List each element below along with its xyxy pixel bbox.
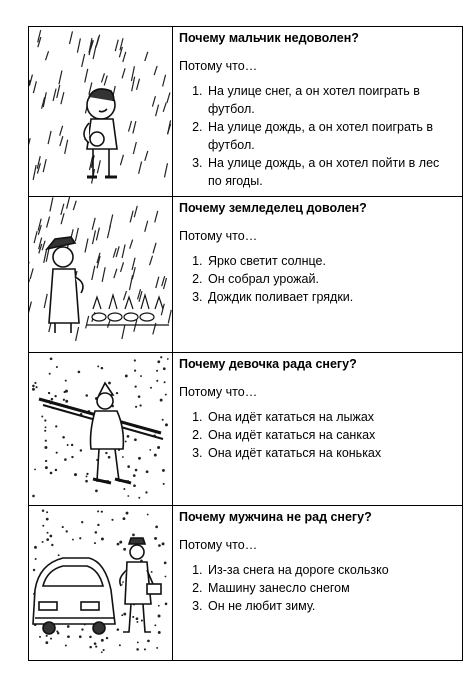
rain-streak xyxy=(168,310,171,324)
farmer-in-rain-illustration xyxy=(29,197,172,350)
rain-streak xyxy=(116,246,119,257)
snowflake xyxy=(51,544,53,546)
snowflake xyxy=(45,426,47,428)
rain-streak xyxy=(61,204,64,215)
girl-with-skis-illustration xyxy=(29,353,172,503)
rain-streak xyxy=(57,85,60,98)
snowflake xyxy=(95,531,98,534)
snowflake xyxy=(135,386,137,388)
rain-streak xyxy=(69,31,72,44)
rain-streak xyxy=(76,327,79,341)
snowflake xyxy=(132,534,135,537)
rain-streak xyxy=(134,206,137,217)
snowflake xyxy=(157,446,160,449)
answer-list xyxy=(179,252,456,306)
card-2-picture-cell xyxy=(29,197,173,353)
rain-streak xyxy=(145,52,148,61)
rain-streak xyxy=(163,103,166,112)
answer-option[interactable]: 1. Она идёт кататься на лыжах xyxy=(206,408,456,426)
snowflake xyxy=(67,625,70,628)
rain-streak xyxy=(29,80,30,93)
snowflake xyxy=(144,648,146,650)
snowflake xyxy=(123,613,126,616)
snowflake xyxy=(34,546,37,549)
snowflake xyxy=(165,603,168,606)
snowflake xyxy=(138,497,140,499)
snowflake xyxy=(85,394,88,397)
rain-streak xyxy=(29,138,30,150)
snowflake xyxy=(147,640,150,643)
rain-streak xyxy=(145,151,148,161)
rain-streak xyxy=(123,52,126,62)
rain-streak xyxy=(137,79,140,90)
snowflake xyxy=(54,395,56,397)
card-4-picture-cell xyxy=(29,506,173,661)
snowflake xyxy=(72,539,74,541)
rain-streak xyxy=(65,140,68,154)
snowflake xyxy=(62,526,64,528)
answer-lead: Потому что… xyxy=(179,385,258,399)
snowflake xyxy=(39,636,41,638)
snowflake xyxy=(158,615,161,618)
snowflake xyxy=(95,490,98,493)
snowflake xyxy=(155,526,158,529)
question-title: Почему мальчик недоволен? xyxy=(179,31,359,45)
rain-streak xyxy=(43,159,46,172)
snowflake xyxy=(44,419,46,421)
rain-streak xyxy=(122,245,125,258)
rain-streak xyxy=(92,230,95,244)
snowflake xyxy=(138,395,141,398)
snowflake xyxy=(119,644,121,646)
snowflake xyxy=(71,444,73,446)
rain-streak xyxy=(163,75,166,87)
snowflake xyxy=(44,446,47,449)
snowflake xyxy=(134,438,137,441)
answer-lead: Потому что… xyxy=(179,538,258,552)
snowflake xyxy=(119,541,122,544)
card-4-text-cell xyxy=(173,506,463,661)
answer-option[interactable]: 2. Машину занесло снегом xyxy=(206,579,456,597)
card-2-text-cell xyxy=(173,197,463,353)
rain-streak xyxy=(121,262,124,272)
rain-streak xyxy=(50,197,53,211)
snowflake xyxy=(80,449,82,451)
snowflake xyxy=(45,440,47,442)
answer-option[interactable]: 2. Он собрал урожай. xyxy=(206,270,456,288)
snowflake xyxy=(157,360,160,363)
snowflake xyxy=(89,646,91,648)
rain-streak xyxy=(61,92,64,104)
snowflake xyxy=(89,636,92,639)
snowflake xyxy=(136,621,138,623)
rain-streak xyxy=(102,267,105,282)
man xyxy=(120,538,161,632)
rain-streak xyxy=(96,36,99,47)
snowflake xyxy=(36,386,38,388)
snowflake xyxy=(64,391,66,393)
rain-streak xyxy=(29,302,31,314)
snowflake xyxy=(71,456,73,458)
rain-streak xyxy=(53,89,56,101)
card-3-text-cell xyxy=(173,353,463,506)
snowflake xyxy=(101,639,104,642)
answer-option[interactable]: 3. Она идёт кататься на коньках xyxy=(206,444,456,462)
snowflake xyxy=(97,510,99,512)
snowflake xyxy=(50,638,52,640)
answer-option[interactable]: 2. Она идёт кататься на санках xyxy=(206,426,456,444)
snowflake xyxy=(160,356,162,358)
rain-streak xyxy=(107,226,110,239)
snowflake xyxy=(50,472,53,475)
snowflake xyxy=(145,491,147,493)
answer-option[interactable]: 2. На улице дождь, а он хотел поиграть в футбол. xyxy=(206,118,456,154)
garden-bed xyxy=(87,295,169,325)
snowflake xyxy=(165,576,167,578)
snowflake xyxy=(117,628,120,631)
rain-streak xyxy=(86,316,89,328)
question-title: Почему девочка рада снегу? xyxy=(179,357,357,371)
answer-list xyxy=(179,82,456,190)
answer-option[interactable]: 3. На улице дождь, а он хотел пойти в лес по ягоды. xyxy=(206,154,456,190)
snowflake xyxy=(123,548,126,551)
snowflake xyxy=(67,444,69,446)
snowflake xyxy=(162,419,164,421)
rain-streak xyxy=(115,40,118,51)
snowflake xyxy=(149,449,151,451)
snowflake xyxy=(79,635,82,638)
snowflake xyxy=(78,371,81,374)
snowflake xyxy=(154,537,157,540)
snowflake xyxy=(108,382,111,385)
snowflake xyxy=(160,399,163,402)
snowflake xyxy=(156,370,158,372)
rain-streak xyxy=(60,136,63,146)
snowflake xyxy=(133,484,136,487)
snowflake xyxy=(116,392,118,394)
snowflake xyxy=(108,456,111,459)
snowflake xyxy=(117,543,120,546)
snowflake xyxy=(55,469,57,471)
rain-streak xyxy=(92,218,95,230)
snowflake xyxy=(63,399,65,401)
rain-streak xyxy=(61,213,64,224)
rain-streak xyxy=(123,291,126,300)
rain-streak xyxy=(67,197,70,209)
snowflake xyxy=(164,381,166,383)
rain-streak xyxy=(73,201,76,210)
snowflake xyxy=(46,518,49,521)
snowflake xyxy=(85,480,88,483)
snowflake xyxy=(127,495,129,497)
snowflake xyxy=(156,380,158,382)
snowflake xyxy=(97,524,99,526)
card-1-text-cell xyxy=(173,27,463,197)
snowflake xyxy=(125,375,128,378)
snowflake xyxy=(51,398,54,401)
snowflake xyxy=(158,605,160,607)
snowflake xyxy=(65,645,67,647)
snowflake xyxy=(163,483,165,485)
snowflake xyxy=(42,525,44,527)
snowflake xyxy=(158,544,161,547)
rain-streak xyxy=(122,68,125,78)
boy-in-rain-illustration xyxy=(29,27,172,194)
rain-streak xyxy=(130,275,133,290)
snowflake xyxy=(86,475,88,477)
rain-streak xyxy=(85,69,88,83)
snowflake xyxy=(57,632,59,634)
snowflake xyxy=(97,365,99,367)
rain-streak xyxy=(156,105,159,117)
snowflake xyxy=(55,425,57,427)
rain-streak xyxy=(156,277,159,288)
snowflake xyxy=(50,357,53,360)
rain-streak xyxy=(120,155,123,165)
snowflake xyxy=(65,400,68,403)
snowflake xyxy=(127,435,130,438)
rain-streak xyxy=(92,266,95,280)
rain-streak xyxy=(46,51,49,60)
snowflake xyxy=(137,641,139,643)
snowflake xyxy=(47,532,49,534)
snowflake xyxy=(81,628,83,630)
snowflake xyxy=(101,538,104,541)
snowflake xyxy=(44,430,46,432)
rain-streak xyxy=(129,121,132,132)
rain-streak xyxy=(59,71,62,85)
snowflake xyxy=(156,647,158,649)
rain-streak xyxy=(167,93,170,103)
snowflake xyxy=(136,648,139,651)
snowflake xyxy=(121,614,123,616)
snowflake xyxy=(67,635,70,638)
snowflake xyxy=(32,385,35,388)
snowflake xyxy=(150,387,152,389)
snowflake xyxy=(125,441,127,443)
snowflake xyxy=(34,382,36,384)
rain-streak xyxy=(152,96,155,106)
snowflake xyxy=(141,619,143,621)
answer-option[interactable]: 1. Из-за снега на дороге скользко xyxy=(206,561,456,579)
snowflake xyxy=(163,367,166,370)
snowflake xyxy=(42,541,44,543)
snowflake xyxy=(165,423,168,426)
rain-streak xyxy=(97,160,100,173)
snowflake xyxy=(64,458,67,461)
snowflake xyxy=(56,452,58,454)
snowflake xyxy=(46,511,48,513)
snowflake xyxy=(45,641,48,644)
snowflake xyxy=(101,367,104,370)
snowflake xyxy=(134,370,136,372)
answer-option[interactable]: 1. Ярко светит солнце. xyxy=(206,252,456,270)
snowflake xyxy=(162,542,165,545)
rain-streak xyxy=(34,231,37,243)
snowflake xyxy=(103,649,105,651)
man-and-snowy-car-illustration xyxy=(29,506,172,658)
rain-streak xyxy=(44,294,47,308)
rain-streak xyxy=(133,142,136,154)
snowflake xyxy=(86,473,88,475)
snowflake xyxy=(74,473,77,476)
snowflake xyxy=(135,469,138,472)
quiz-card-4 xyxy=(29,506,463,661)
rain-streak xyxy=(130,240,133,249)
snowflake xyxy=(167,358,169,360)
answer-list xyxy=(179,408,456,462)
rain-streak xyxy=(30,268,33,279)
snowflake xyxy=(154,454,157,457)
answer-option[interactable]: 3. Дождик поливает грядки. xyxy=(206,288,456,306)
snowflake xyxy=(95,645,97,647)
answer-lead: Потому что… xyxy=(179,59,258,73)
snowflake xyxy=(33,569,35,571)
snowflake xyxy=(134,359,136,361)
rain-streak xyxy=(133,121,136,133)
snowflake xyxy=(58,554,60,556)
rain-streak xyxy=(96,228,99,241)
rain-streak xyxy=(139,161,142,173)
rain-streak xyxy=(42,241,45,251)
worksheet xyxy=(28,26,448,656)
snowflake xyxy=(49,535,52,538)
rain-streak xyxy=(60,126,63,136)
snowflake xyxy=(101,511,103,513)
snowflake xyxy=(151,571,153,573)
answer-option[interactable]: 3. Он не любит зиму. xyxy=(206,597,456,615)
snowflake xyxy=(46,538,49,541)
snowflake xyxy=(126,512,129,515)
quiz-card-3 xyxy=(29,353,463,506)
quiz-card-1 xyxy=(29,27,463,197)
car xyxy=(33,558,115,634)
snowflake xyxy=(146,470,149,473)
snowflake xyxy=(32,495,35,498)
rain-streak xyxy=(153,243,156,253)
snowflake xyxy=(122,456,124,458)
snowflake xyxy=(62,436,65,439)
snowflake xyxy=(45,460,47,462)
snowflake xyxy=(101,651,103,653)
snowflake xyxy=(94,642,97,645)
snowflake xyxy=(46,635,48,637)
rain-streak xyxy=(77,38,80,52)
snowflake xyxy=(135,406,137,408)
card-1-picture-cell xyxy=(29,27,173,197)
snowflake xyxy=(65,380,67,382)
rain-streak xyxy=(75,228,78,241)
snowflake xyxy=(111,519,113,521)
snowflake xyxy=(106,637,108,639)
rain-streak xyxy=(101,73,104,82)
rain-streak xyxy=(164,163,167,177)
snowflake xyxy=(158,631,161,634)
snowflake xyxy=(81,521,83,523)
snowflake xyxy=(41,416,43,418)
snowflake xyxy=(165,394,167,396)
snowflake xyxy=(66,530,68,532)
snowflake xyxy=(49,373,51,375)
snowflake xyxy=(94,542,96,544)
rain-streak xyxy=(82,54,85,67)
snowflake xyxy=(56,366,58,368)
snowflake xyxy=(140,375,142,377)
snowflake xyxy=(48,392,50,394)
rain-streak xyxy=(155,211,158,222)
quiz-table xyxy=(28,26,463,661)
question-title: Почему мужчина не рад снегу? xyxy=(179,510,372,524)
rain-streak xyxy=(154,66,157,75)
rain-streak xyxy=(122,325,125,339)
snowflake xyxy=(139,404,141,406)
snowflake xyxy=(123,488,125,490)
snowflake xyxy=(133,474,136,477)
quiz-card-2 xyxy=(29,197,463,353)
rain-streak xyxy=(130,211,133,223)
rain-streak xyxy=(33,81,36,93)
rain-streak xyxy=(29,279,30,289)
snowflake xyxy=(79,537,81,539)
snowflake xyxy=(42,509,44,511)
snowflake xyxy=(105,452,107,454)
answer-list xyxy=(179,561,456,615)
snowflake xyxy=(132,616,134,618)
snowflake xyxy=(154,624,156,626)
snowflake xyxy=(138,457,141,460)
rain-streak xyxy=(134,320,137,332)
rain-streak xyxy=(85,239,88,253)
snowflake xyxy=(123,517,126,520)
rain-streak xyxy=(47,217,50,228)
snowflake xyxy=(136,617,139,620)
snowflake xyxy=(164,562,167,565)
rain-streak xyxy=(150,256,153,266)
rain-streak xyxy=(145,221,148,232)
card-3-picture-cell xyxy=(29,353,173,506)
rain-streak xyxy=(33,165,36,180)
snowflake xyxy=(34,468,36,470)
snowflake xyxy=(32,388,35,391)
rain-streak xyxy=(114,269,117,278)
snowflake xyxy=(45,466,48,469)
answer-lead: Потому что… xyxy=(179,229,258,243)
snowflake xyxy=(35,558,37,560)
snowflake xyxy=(162,469,165,472)
snowflake xyxy=(147,514,149,516)
snowflake xyxy=(127,465,130,468)
answer-option[interactable]: 1. На улице снег, а он хотел поиграть в футбол. xyxy=(206,82,456,118)
rain-streak xyxy=(104,76,107,86)
question-title: Почему земледелец доволен? xyxy=(179,201,367,215)
rain-streak xyxy=(48,131,51,144)
